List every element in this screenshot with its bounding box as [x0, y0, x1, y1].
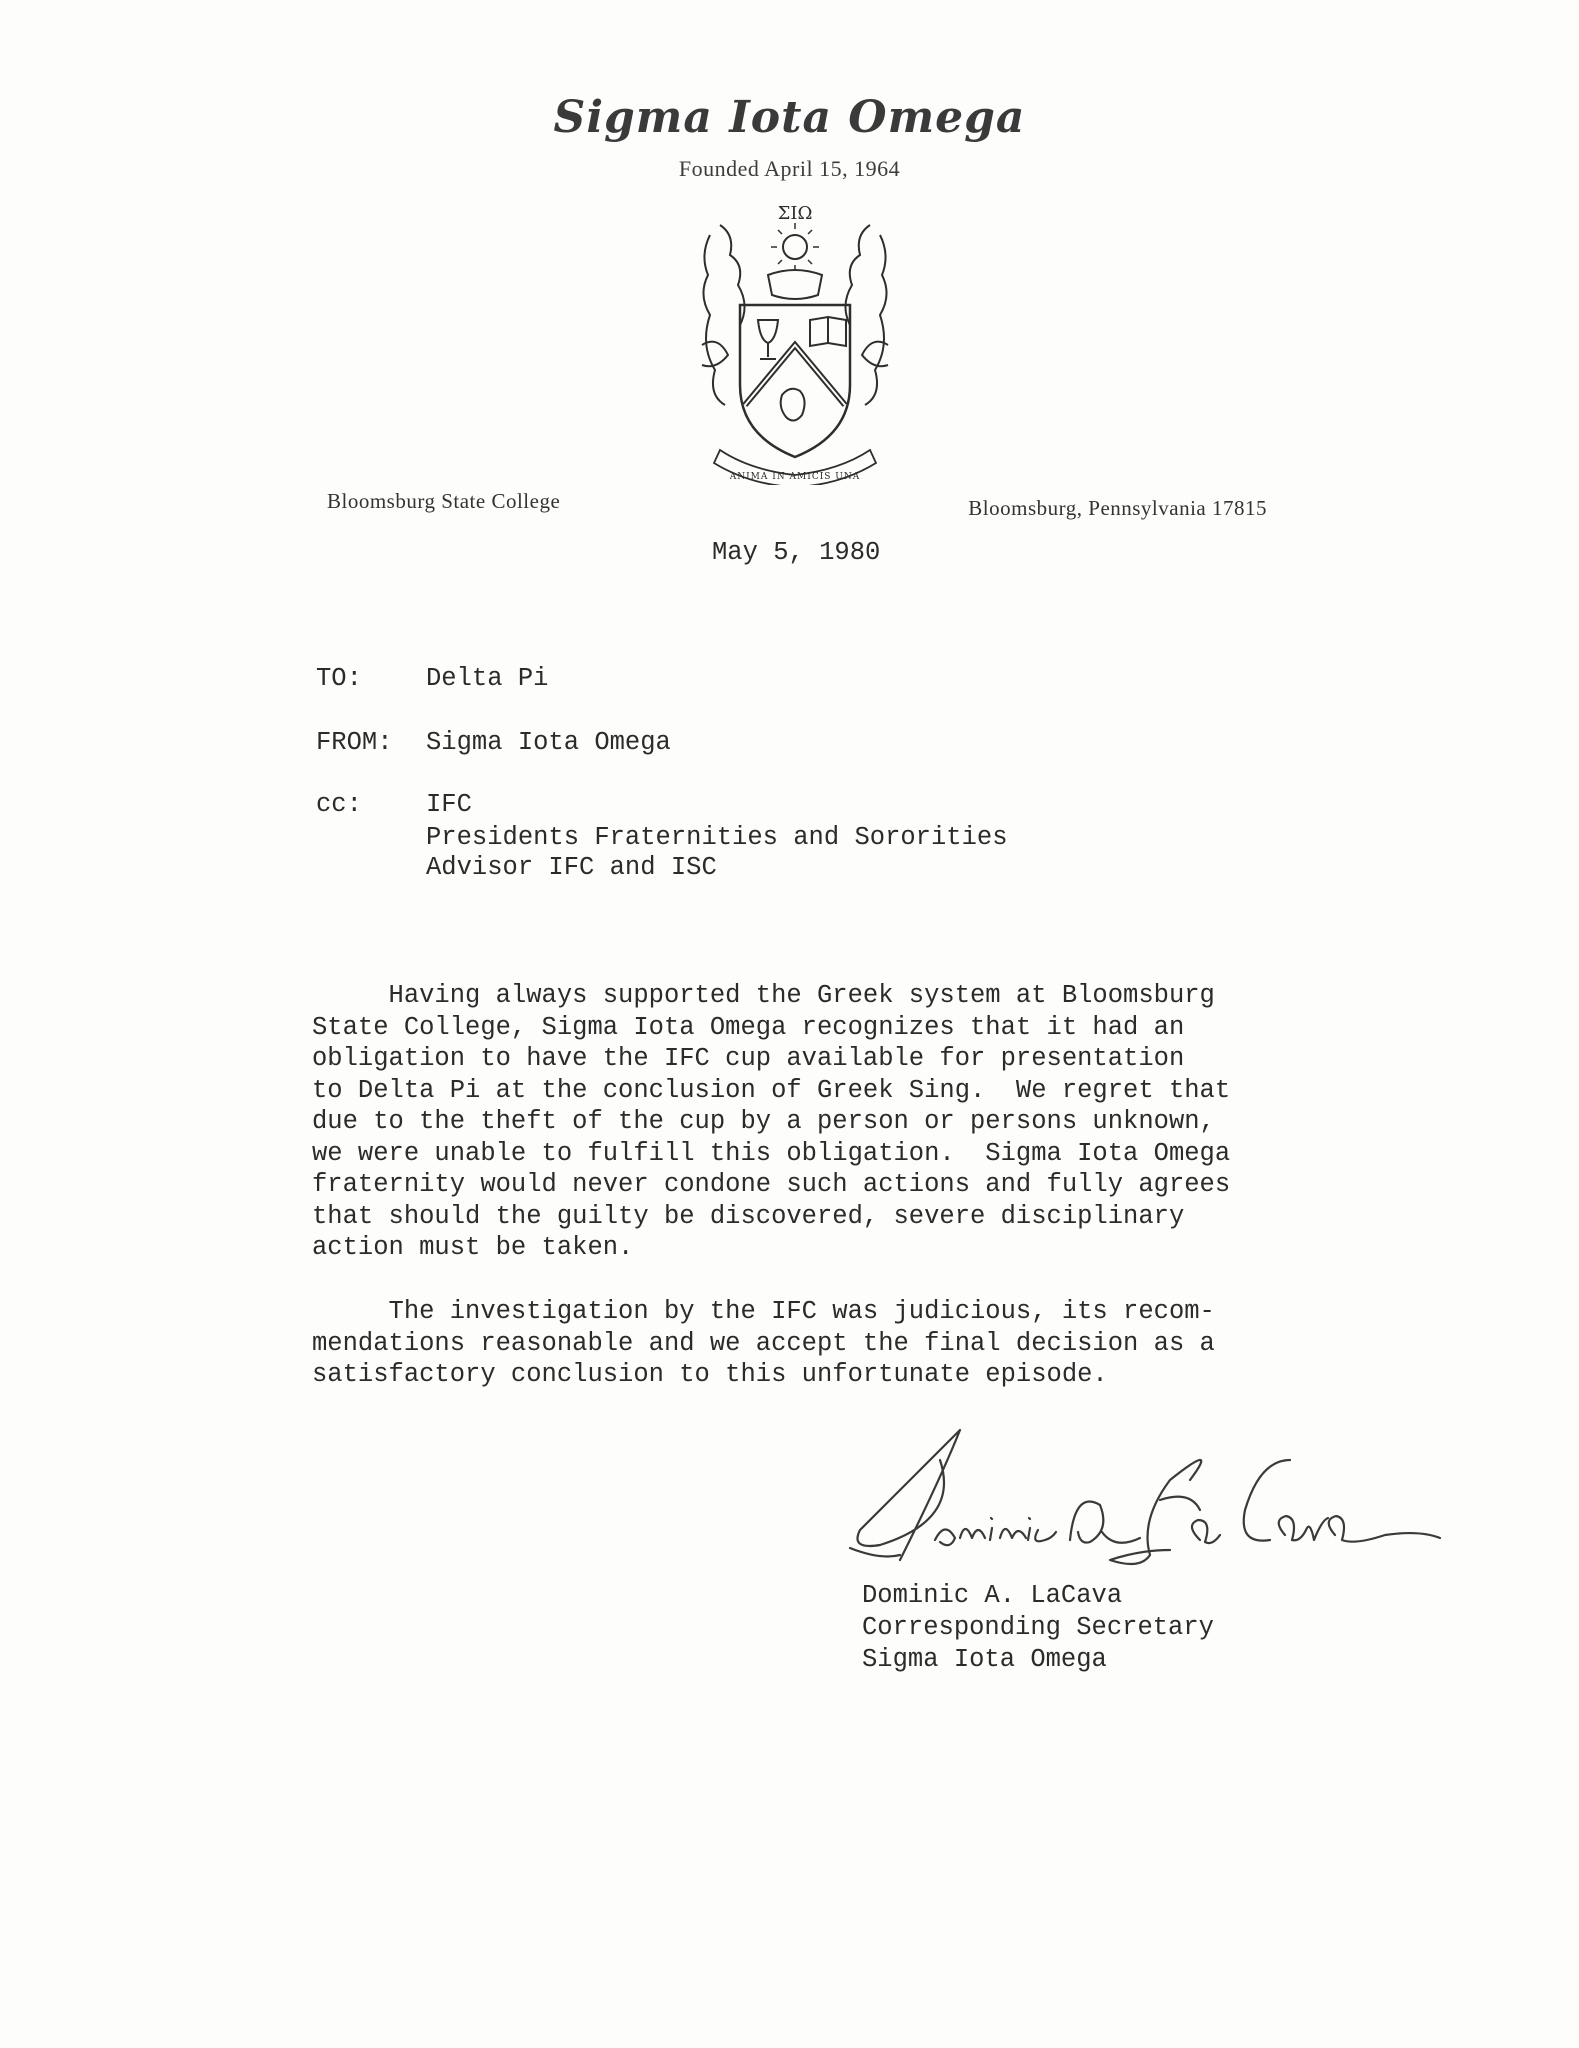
letterhead-founded: Founded April 15, 1964 [678, 156, 901, 181]
letter-date: May 5, 1980 [712, 538, 881, 567]
paragraph-line: to Delta Pi at the conclusion of Greek Sing. We regret that [312, 1075, 1231, 1105]
svg-text:ΣΙΩ: ΣΙΩ [777, 203, 813, 224]
cc-label: cc: [316, 790, 362, 819]
signer-organization: Sigma Iota Omega [862, 1645, 1107, 1674]
paragraph-line: The investigation by the IFC was judicious, its recom- [312, 1297, 1215, 1326]
svg-text:ANIMA IN AMICIS UNA: ANIMA IN AMICIS UNA [729, 472, 861, 482]
body-paragraph-2 [312, 1296, 1292, 1391]
to-label: TO: [316, 664, 362, 693]
signer-title: Corresponding Secretary [862, 1613, 1214, 1642]
paragraph-line: fraternity would never condone such actions and fully agrees [312, 1170, 1231, 1199]
letterhead-organization: Sigma Iota Omega [553, 92, 1026, 143]
coat-of-arms-icon [690, 195, 900, 485]
to-value: Delta Pi [426, 664, 549, 693]
paragraph-line: satisfactory conclusion to this unfortunate episode. [312, 1360, 1108, 1389]
cc-value: Presidents Fraternities and Sororities [426, 823, 1008, 852]
paragraph-line: action must be taken. [312, 1233, 634, 1262]
letterhead-address: Bloomsburg, Pennsylvania 17815 [968, 496, 1267, 520]
signer-name: Dominic A. LaCava [862, 1581, 1123, 1610]
paragraph-line: Having always supported the Greek system at Bloomsburg [312, 981, 1215, 1010]
paragraph-line: that should the guilty be discovered, severe disciplinary [312, 1201, 1185, 1231]
signature-script: Dominic A. LaCava [840, 1420, 849, 1421]
paragraph-line: obligation to have the IFC cup available for presentation [312, 1044, 1185, 1073]
from-value: Sigma Iota Omega [426, 728, 671, 757]
from-label: FROM: [316, 728, 393, 757]
cc-value: IFC [426, 790, 472, 819]
body-paragraph-1 [312, 980, 1292, 1264]
cc-value: Advisor IFC and ISC [426, 853, 717, 882]
handwritten-signature-icon [840, 1420, 1520, 1570]
signature-block [862, 1580, 1214, 1676]
paragraph-line: mendations reasonable and we accept the final decision as a [312, 1328, 1215, 1358]
paragraph-line: we were unable to fulfill this obligation. Sigma Iota Omega [312, 1138, 1231, 1168]
paragraph-line: State College, Sigma Iota Omega recognizes that it had an [312, 1012, 1185, 1042]
letterhead-college: Bloomsburg State College [327, 489, 561, 513]
paragraph-line: due to the theft of the cup by a person or persons unknown, [312, 1107, 1215, 1136]
